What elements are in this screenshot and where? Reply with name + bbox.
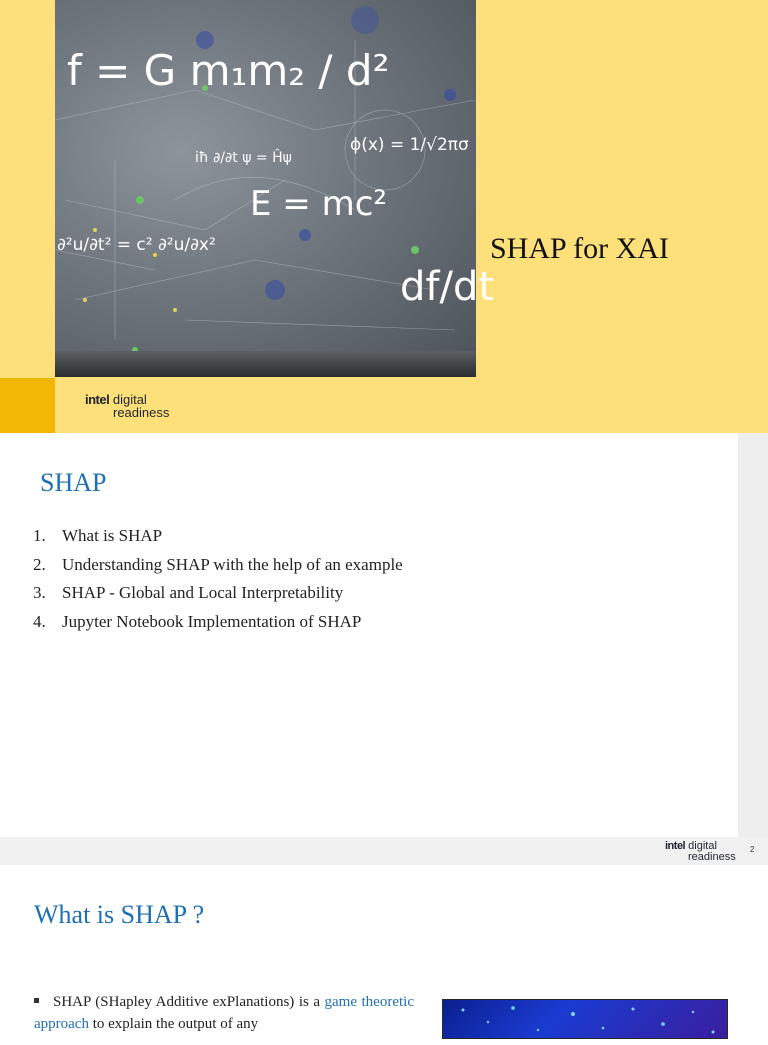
agenda-item (33, 583, 403, 612)
agenda-slide (0, 433, 738, 837)
agenda-item-text: Understanding SHAP with the help of an example (62, 554, 403, 574)
accent-square (0, 378, 55, 433)
logo-line2: readiness (113, 405, 170, 421)
logo-line1: digital (109, 392, 147, 407)
agenda-item-number: 2. (33, 554, 46, 574)
formula-schrodinger: iħ ∂/∂t ψ = Ĥψ (195, 150, 292, 166)
formula-wave: ∂²u/∂t² = c² ∂²u/∂x² (57, 235, 216, 255)
agenda-item (33, 555, 403, 584)
agenda-item-text: Jupyter Notebook Implementation of SHAP (62, 612, 362, 632)
slide-title: SHAP for XAI (490, 232, 669, 265)
formula-derivative: df/dt (400, 264, 495, 310)
side-strip (738, 433, 768, 837)
blackboard-frame (55, 351, 476, 377)
logo-brand: intel (665, 840, 686, 852)
logo-brand: intel (85, 392, 110, 407)
intel-digital-readiness-logo (85, 393, 169, 420)
agenda-item-text: What is SHAP (62, 526, 163, 545)
network-dots (443, 1000, 729, 1040)
network-image (442, 999, 728, 1039)
logo-line2: readiness (688, 851, 736, 864)
logo-line1: digital (685, 840, 717, 852)
agenda-item-number: 4. (33, 612, 46, 632)
bullet-point (34, 991, 414, 1035)
agenda-item (33, 526, 403, 555)
page-number: 2 (750, 845, 755, 854)
bullet-text-cont: to explain the output of any (88, 1016, 259, 1032)
what-is-shap-slide (0, 865, 768, 1032)
bullet-text: SHAP (SHapley Additive exPlanations) is a (53, 994, 325, 1010)
agenda-list (33, 526, 403, 641)
slide-footer (0, 837, 768, 865)
agenda-item-text: SHAP - Global and Local Interpretability (62, 583, 344, 603)
formula-gaussian: ϕ(x) = 1/√2πσ (350, 135, 469, 155)
footer-intel-logo (665, 841, 736, 863)
agenda-heading: SHAP (40, 468, 107, 497)
formula-energy: E = mc² (250, 184, 388, 224)
agenda-item-number: 3. (33, 583, 46, 603)
agenda-item (33, 612, 403, 641)
bullet-square-icon (34, 998, 39, 1003)
agenda-item-number: 1. (33, 526, 46, 545)
formula-gravity: f = G m₁m₂ / d² (67, 46, 390, 95)
title-slide (0, 0, 768, 433)
blackboard-image (55, 0, 495, 377)
blackboard-chalk-drawing (55, 0, 495, 377)
bullet-link[interactable]: game theoretic approach (34, 994, 414, 1032)
slide-heading: What is SHAP ? (34, 900, 205, 929)
